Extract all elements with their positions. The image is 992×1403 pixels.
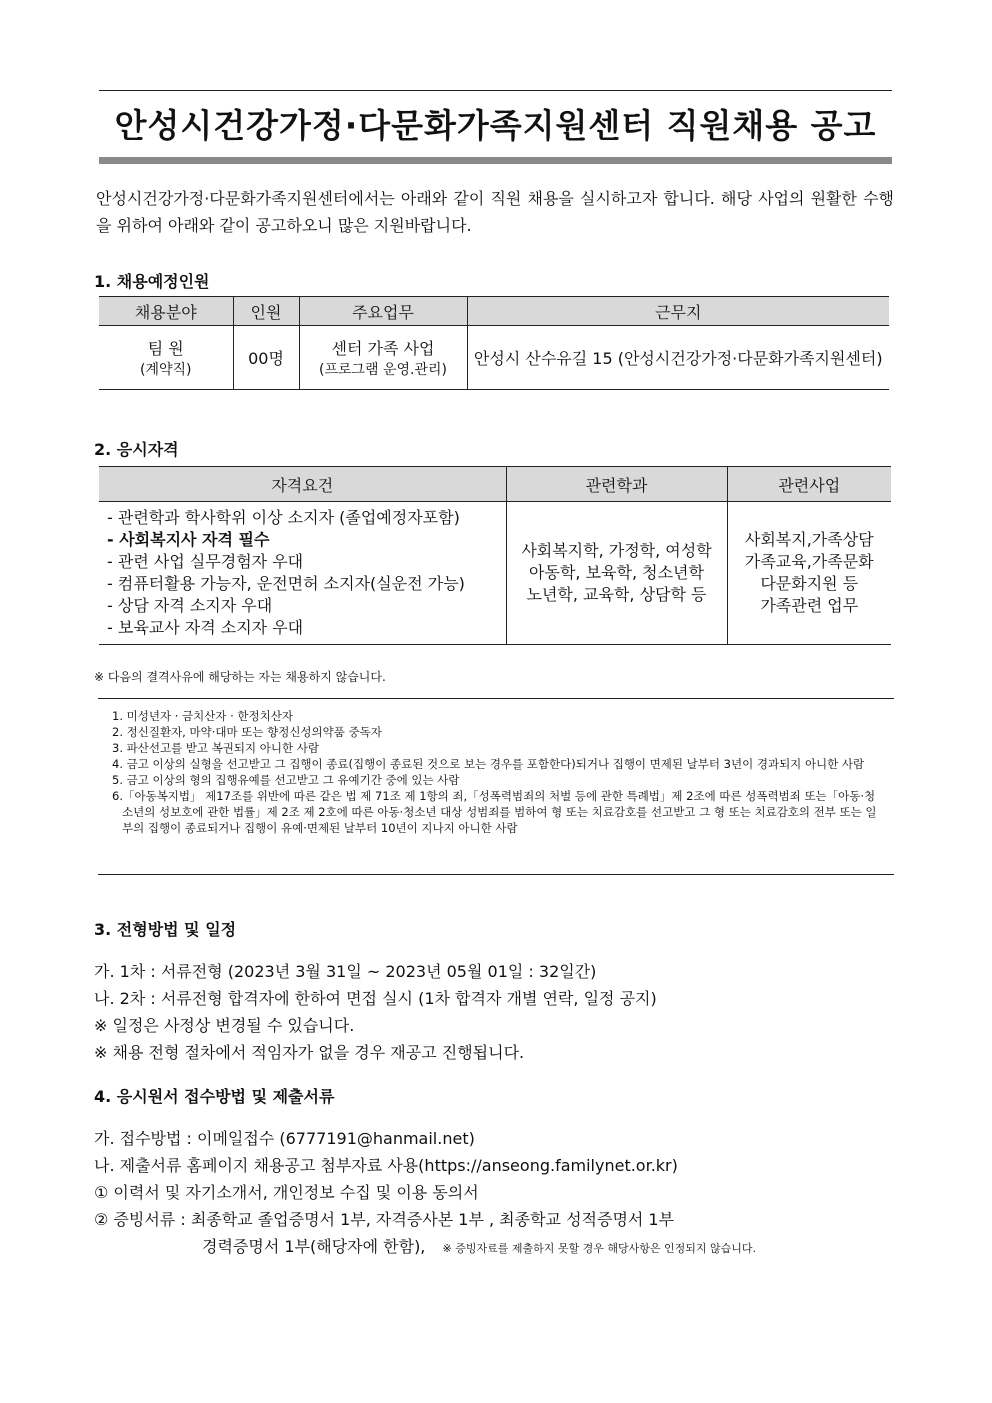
section3-heading: 3. 전형방법 및 일정 — [94, 920, 237, 939]
list-item: 노년학, 교육학, 상담학 등 — [526, 585, 707, 604]
section2-heading: 2. 응시자격 — [94, 440, 179, 459]
section4-heading: 4. 응시원서 접수방법 및 제출서류 — [94, 1087, 335, 1106]
qualification-table — [99, 466, 891, 645]
apply-line: ② 증빙서류 : 최종학교 졸업증명서 1부, 자격증사본 1부 , 최종학교 성적증명서 1부 — [94, 1210, 675, 1229]
hiring-duty-cell — [299, 326, 467, 390]
apply-line-last — [94, 1233, 756, 1262]
title-top-rule — [99, 90, 892, 91]
schedule-line: 가. 1차 : 서류전형 (2023년 3월 31일 ~ 2023년 05월 01일 : 32일간) — [94, 962, 597, 981]
hiring-field-sub: (계약직) — [140, 362, 192, 378]
hiring-table — [99, 296, 889, 390]
list-item: - 관련 사업 실무경험자 우대 — [107, 552, 304, 571]
apply-line: 나. 제출서류 홈페이지 채용공고 첨부자료 사용(https://anseong.familynet.or.kr) — [94, 1156, 678, 1175]
list-item: - 보육교사 자격 소지자 우대 — [107, 618, 304, 637]
hiring-header-count: 인원 — [233, 297, 299, 326]
schedule-line: 나. 2차 : 서류전형 합격자에 한하여 면접 실시 (1차 합격자 개별 연락, 일정 공지) — [94, 989, 657, 1008]
list-item: 6.「아동복지법」 제17조를 위반에 따른 같은 법 제 71조 제 1항의 죄,「성폭력범죄의 처벌 등에 관한 특례법」제 2조에 따른 성폭력범죄 또는「아동·청소년의 성보호에 관한 법률」제 2조 제 2호에 따른 아동·청소년 대상 성범죄를 범하여 형 또는 치료감호를 선고받고 그 형 또는 치료감호의 전부 또는 일부의 집행이 종료되거나 집행이 유예·면제된 날부터 10년이 지나지 아니한 사람 — [112, 789, 877, 835]
qual-header-requirements: 자격요건 — [99, 467, 506, 502]
section1-heading: 1. 채용예정인원 — [94, 272, 210, 291]
hiring-header-location: 근무지 — [467, 297, 889, 326]
list-item: 1. 미성년자 · 금치산자 · 한정치산자 — [112, 709, 293, 723]
qual-departments-cell — [506, 502, 727, 645]
list-item: 3. 파산선고를 받고 복권되지 아니한 사람 — [112, 741, 319, 755]
list-item: 사회복지학, 가정학, 여성학 — [521, 541, 712, 560]
list-item: - 상담 자격 소지자 우대 — [107, 596, 273, 615]
list-item: 사회복지,가족상담 — [744, 530, 874, 549]
hiring-duty-sub: (프로그램 운영.관리) — [318, 362, 448, 378]
apply-last-text: 경력증명서 1부(해당자에 한함), — [202, 1237, 426, 1256]
apply-block — [94, 1125, 756, 1262]
hiring-field-cell — [99, 326, 233, 390]
schedule-line: ※ 일정은 사정상 변경될 수 있습니다. — [94, 1016, 355, 1035]
apply-last-note: ※ 증빙자료를 제출하지 못할 경우 해당사항은 인정되지 않습니다. — [442, 1242, 756, 1255]
hiring-duty: 센터 가족 사업 — [331, 339, 435, 358]
schedule-line: ※ 채용 전형 절차에서 적임자가 없을 경우 재공고 진행됩니다. — [94, 1043, 525, 1062]
table-row — [99, 502, 891, 645]
list-item: 아동학, 보육학, 청소년학 — [529, 563, 704, 582]
list-item: 가족교육,가족문화 — [744, 552, 874, 571]
qual-businesses-cell — [727, 502, 891, 645]
apply-line: 가. 접수방법 : 이메일접수 (6777191@hanmail.net) — [94, 1129, 475, 1148]
list-item: 다문화지원 등 — [760, 574, 859, 593]
qual-requirements-cell — [99, 502, 506, 645]
intro-paragraph: 안성시건강가정·다문화가족지원센터에서는 아래와 같이 직원 채용을 실시하고자 합니다. 해당 사업의 원활한 수행을 위하여 아래와 같이 공고하오니 많은 지원바랍니다. — [96, 189, 894, 235]
list-item: 가족관련 업무 — [760, 596, 859, 615]
list-item: 5. 금고 이상의 형의 집행유예를 선고받고 그 유예기간 중에 있는 사람 — [112, 773, 460, 787]
title-bottom-bar — [99, 157, 892, 164]
list-item: 4. 금고 이상의 실형을 선고받고 그 집행이 종료(집행이 종료된 것으로 보는 경우를 포함한다)되거나 집행이 면제된 날부터 3년이 경과되지 아니한 사람 — [112, 757, 865, 771]
page-title: 안성시건강가정·다문화가족지원센터 직원채용 공고 — [114, 106, 877, 145]
hiring-field: 팀 원 — [147, 339, 184, 358]
list-item: - 사회복지사 자격 필수 — [107, 530, 270, 549]
hiring-header-duty: 주요업무 — [299, 297, 467, 326]
disqualification-list — [98, 699, 894, 836]
qual-header-departments: 관련학과 — [506, 467, 727, 502]
list-item: 2. 정신질환자, 마약·대마 또는 향정신성의약품 중독자 — [112, 725, 382, 739]
list-item: - 컴퓨터활용 가능자, 운전면허 소지자(실운전 가능) — [107, 574, 465, 593]
hiring-count: 00명 — [233, 326, 299, 390]
schedule-block — [94, 958, 657, 1066]
table-row — [99, 326, 889, 390]
hiring-location: 안성시 산수유길 15 (안성시건강가정·다문화가족지원센터) — [467, 326, 889, 390]
hiring-header-field: 채용분야 — [99, 297, 233, 326]
qual-requirements-list — [99, 507, 506, 639]
apply-line: ① 이력서 및 자기소개서, 개인정보 수집 및 이용 동의서 — [94, 1183, 479, 1202]
disqualification-notice: ※ 다음의 결격사유에 해당하는 자는 채용하지 않습니다. — [94, 670, 386, 684]
qual-header-businesses: 관련사업 — [727, 467, 891, 502]
list-item: - 관련학과 학사학위 이상 소지자 (졸업예정자포함) — [107, 508, 460, 527]
disqualification-box — [98, 698, 894, 875]
